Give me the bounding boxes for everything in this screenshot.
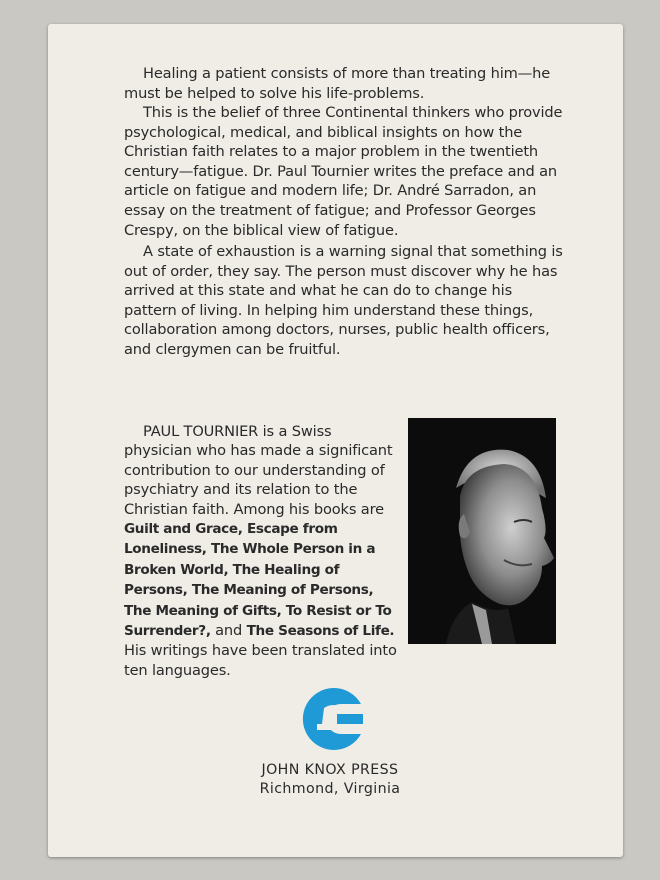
john-knox-press-logo-icon <box>297 686 369 752</box>
publisher-name: JOHN KNOX PRESS <box>261 762 399 778</box>
description-paragraph-1: Healing a patient consists of more than treating him—he must be helped to solve his life-problems. <box>124 65 551 102</box>
author-book-list: Guilt and Grace, Escape from Loneliness, The Whole Person in a Broken World, The Healing of Persons, The Meaning of Persons, The Meaning of Gifts, To Resist or To Surrender?, <box>124 521 392 640</box>
author-bio-intro: PAUL TOURNIER is a Swiss physician who has made a significant contribution to our understanding of psychiatry and its relation to the Christian faith. Among his books are <box>124 423 393 518</box>
author-bio-and: and <box>210 622 247 640</box>
author-bio <box>124 422 402 680</box>
description-paragraph-3: A state of exhaustion is a warning signal that something is out of order, they say. The person must discover why he has arrived at this state and what he can do to change his pattern of living. In helping him understand these things, collaboration among doctors, nurses, public health officers, and clergymen can be fruitful. <box>124 243 563 358</box>
description-paragraph-2: This is the belief of three Continental thinkers who provide psychological, medical, and biblical insights on how the Christian faith relates to a major problem in the twentieth century—fatigue. Dr. Paul Tournier writes the preface and an article on fatigue and modern life; Dr. André Sarradon, an essay on the treatment of fatigue; and Professor Georges Crespy, on the biblical view of fatigue. <box>124 104 563 239</box>
author-bio-outro: His writings have been translated into ten languages. <box>124 642 397 679</box>
publisher-city: Richmond, Virginia <box>259 781 401 797</box>
portrait-illustration <box>408 418 556 644</box>
author-last-book: The Seasons of Life. <box>246 623 395 640</box>
author-portrait-photo <box>408 418 556 644</box>
